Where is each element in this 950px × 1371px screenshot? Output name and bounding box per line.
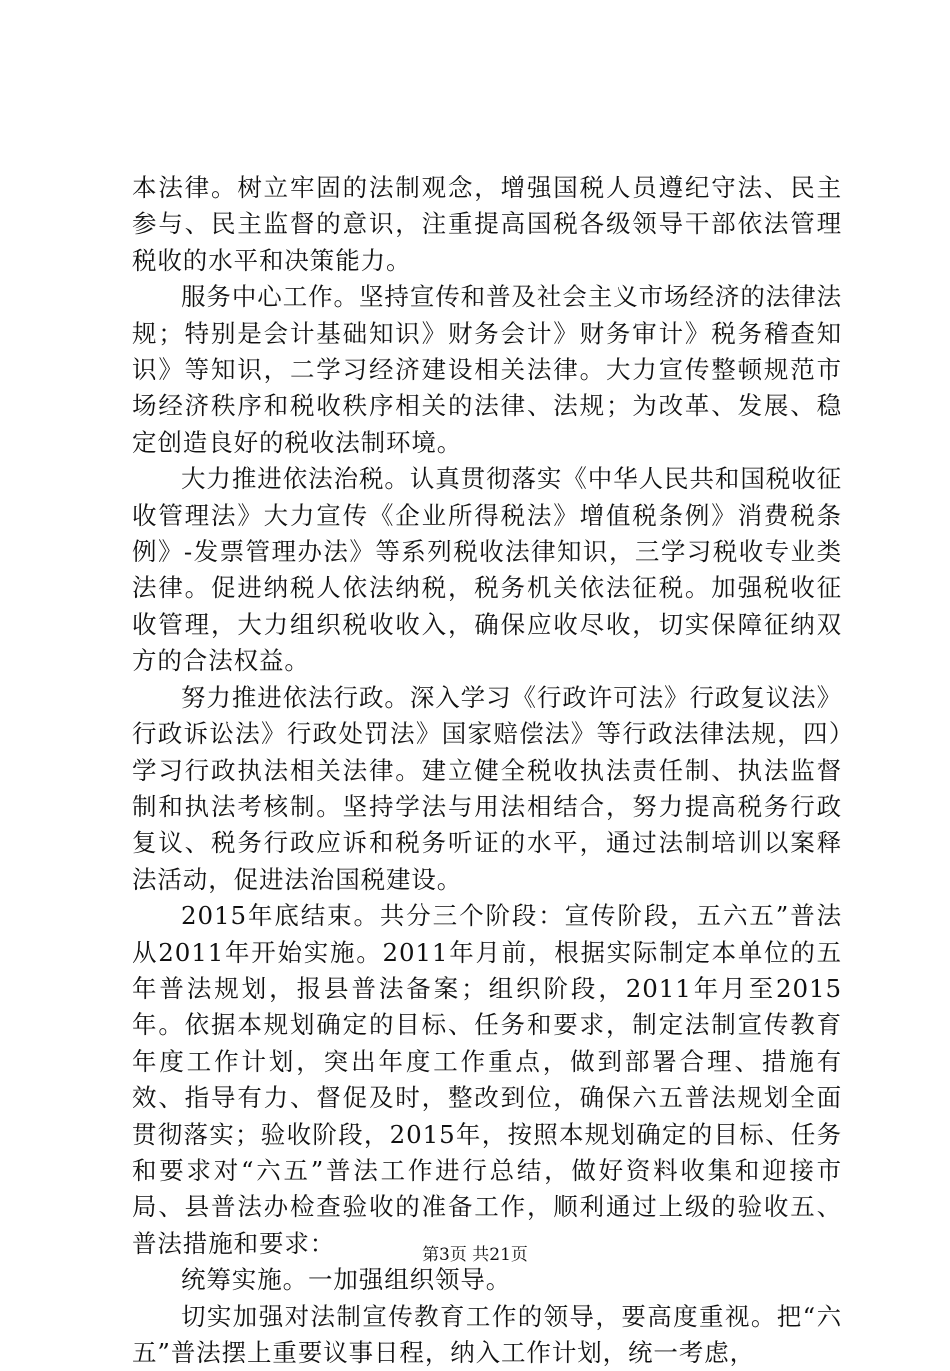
document-body xyxy=(132,170,842,1371)
paragraph-3: 大力推进依法治税。认真贯彻落实《中华人民共和国税收征收管理法》大力宣传《企业所得税法》增值税条例》消费税条例》-发票管理办法》等系列税收法律知识，三学习税收专业类法律。促进纳税人依法纳税，税务机关依法征税。加强税收征收管理，大力组织税收收入，确保应收尽收，切实保障征纳双方的合法权益。 xyxy=(132,464,842,676)
paragraph-7: 切实加强对法制宣传教育工作的领导，要高度重视。把“六五”普法摆上重要议事日程，纳入工作计划，统一考虑， xyxy=(132,1301,842,1367)
paragraph-5: 2015年底结束。共分三个阶段：宣传阶段，五六五”普法从2011年开始实施。2011年月前，根据实际制定本单位的五年普法规划，报县普法备案；组织阶段，2011年月至2015年。依据本规划确定的目标、任务和要求，制定法制宣传教育年度工作计划，突出年度工作重点，做到部署合理、措施有效、指导有力、督促及时，整改到位，确保六五普法规划全面贯彻落实；验收阶段，2015年，按照本规划确定的目标、任务和要求对“六五”普法工作进行总结，做好资料收集和迎接市局、县普法办检查验收的准备工作，顺利通过上级的验收五、普法措施和要求： xyxy=(132,901,842,1258)
paragraph-1: 本法律。树立牢固的法制观念，增强国税人员遵纪守法、民主参与、民主监督的意识，注重提高国税各级领导干部依法管理税收的水平和决策能力。 xyxy=(132,173,842,275)
paragraph-2: 服务中心工作。坚持宣传和普及社会主义市场经济的法律法规；特别是会计基础知识》财务会计》财务审计》税务稽查知识》等知识，二学习经济建设相关法律。大力宣传整顿规范市场经济秩序和税收秩序相关的法律、法规；为改革、发展、稳定创造良好的税收法制环境。 xyxy=(132,282,842,457)
paragraph-6: 统筹实施。一加强组织领导。 xyxy=(181,1265,512,1295)
page-footer: 第3页 共21页 xyxy=(422,1245,528,1265)
paragraph-4: 努力推进依法行政。深入学习《行政许可法》行政复议法》行政诉讼法》行政处罚法》国家赔偿法》等行政法律法规，四）学习行政执法相关法律。建立健全税收执法责任制、执法监督制和执法考核制。坚持学法与用法相结合，努力提高税务行政复议、税务行政应诉和税务听证的水平，通过法制培训以案释法活动，促进法治国税建设。 xyxy=(132,682,842,894)
